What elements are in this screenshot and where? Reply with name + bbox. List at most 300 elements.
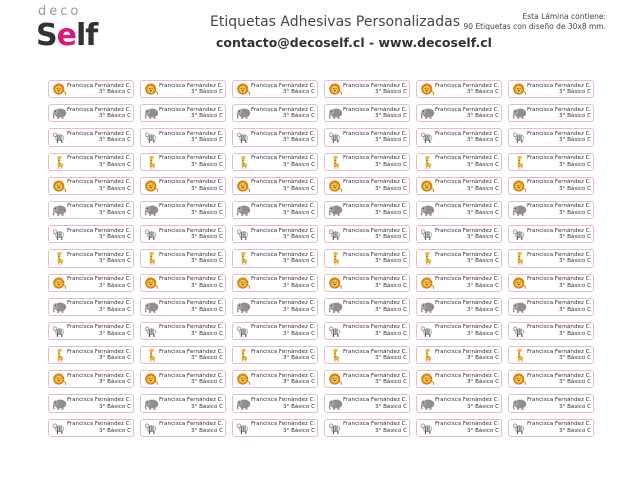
name-label <box>508 419 594 437</box>
name-label <box>416 104 502 122</box>
label-name: Francisca Fernández C. <box>251 396 315 403</box>
label-course: 3° Básico C <box>190 210 223 217</box>
label-text <box>251 107 315 120</box>
label-name: Francisca Fernández C. <box>159 421 223 428</box>
label-name: Francisca Fernández C. <box>435 300 499 307</box>
label-name: Francisca Fernández C. <box>343 372 407 379</box>
label-name: Francisca Fernández C. <box>159 106 223 113</box>
label-text <box>159 397 223 410</box>
label-name: Francisca Fernández C. <box>159 372 223 379</box>
name-label <box>48 80 134 98</box>
label-text <box>435 252 499 265</box>
label-course: 3° Básico C <box>374 113 407 120</box>
label-name: Francisca Fernández C. <box>251 203 315 210</box>
name-label <box>232 201 318 219</box>
elephant-icon <box>236 106 251 120</box>
zebra-icon <box>52 227 67 241</box>
label-course: 3° Básico C <box>374 137 407 144</box>
zebra-icon <box>144 421 159 435</box>
zebra-icon <box>144 227 159 241</box>
label-name: Francisca Fernández C. <box>251 372 315 379</box>
name-label <box>48 346 134 364</box>
elephant-icon <box>236 203 251 217</box>
label-course: 3° Básico C <box>558 355 591 362</box>
label-text <box>159 203 223 216</box>
label-course: 3° Básico C <box>466 89 499 96</box>
label-name: Francisca Fernández C. <box>67 203 131 210</box>
elephant-icon <box>236 397 251 411</box>
label-name: Francisca Fernández C. <box>435 155 499 162</box>
label-text <box>67 83 131 96</box>
lion-icon <box>420 82 435 96</box>
elephant-icon <box>512 300 527 314</box>
name-label <box>324 225 410 243</box>
label-name: Francisca Fernández C. <box>527 155 591 162</box>
elephant-icon <box>512 397 527 411</box>
label-name: Francisca Fernández C. <box>527 348 591 355</box>
name-label <box>508 201 594 219</box>
zebra-icon <box>236 324 251 338</box>
label-name: Francisca Fernández C. <box>527 130 591 137</box>
name-label <box>232 394 318 412</box>
label-name: Francisca Fernández C. <box>435 324 499 331</box>
label-text <box>67 228 131 241</box>
label-text <box>251 324 315 337</box>
lion-icon <box>52 179 67 193</box>
name-label <box>140 201 226 219</box>
label-text <box>435 228 499 241</box>
label-text <box>67 324 131 337</box>
name-label <box>416 346 502 364</box>
giraffe-icon <box>512 251 527 265</box>
zebra-icon <box>512 421 527 435</box>
label-name: Francisca Fernández C. <box>251 179 315 186</box>
logo-self-s: S <box>36 18 57 53</box>
label-course: 3° Básico C <box>98 330 131 337</box>
name-label <box>232 177 318 195</box>
elephant-icon <box>144 300 159 314</box>
label-course: 3° Básico C <box>558 427 591 434</box>
giraffe-icon <box>420 348 435 362</box>
name-label <box>140 298 226 316</box>
label-course: 3° Básico C <box>98 282 131 289</box>
label-name: Francisca Fernández C. <box>435 106 499 113</box>
label-text <box>159 83 223 96</box>
label-text <box>251 228 315 241</box>
name-label <box>232 322 318 340</box>
name-label <box>140 80 226 98</box>
lion-icon <box>52 372 67 386</box>
label-text <box>343 349 407 362</box>
label-course: 3° Básico C <box>98 355 131 362</box>
label-name: Francisca Fernández C. <box>67 300 131 307</box>
lion-icon <box>512 82 527 96</box>
label-course: 3° Básico C <box>98 403 131 410</box>
name-label <box>324 177 410 195</box>
name-label <box>232 225 318 243</box>
label-course: 3° Básico C <box>558 210 591 217</box>
zebra-icon <box>144 130 159 144</box>
label-name: Francisca Fernández C. <box>343 300 407 307</box>
label-text <box>527 397 591 410</box>
label-course: 3° Básico C <box>190 89 223 96</box>
label-text <box>527 131 591 144</box>
lion-icon <box>52 276 67 290</box>
label-course: 3° Básico C <box>466 234 499 241</box>
label-course: 3° Básico C <box>282 403 315 410</box>
lion-icon <box>144 372 159 386</box>
elephant-icon <box>52 203 67 217</box>
label-name: Francisca Fernández C. <box>435 276 499 282</box>
lion-icon <box>512 276 527 290</box>
label-text <box>251 131 315 144</box>
name-label <box>140 394 226 412</box>
giraffe-icon <box>328 251 343 265</box>
label-course: 3° Básico C <box>282 161 315 168</box>
sheet-info-line-2: 90 Etiquetas con diseño de 30x8 mm. <box>463 22 606 31</box>
label-course: 3° Básico C <box>466 379 499 386</box>
label-name: Francisca Fernández C. <box>527 251 591 258</box>
name-label <box>140 153 226 171</box>
label-course: 3° Básico C <box>374 210 407 217</box>
zebra-icon <box>328 130 343 144</box>
label-name: Francisca Fernández C. <box>159 203 223 210</box>
label-name: Francisca Fernández C. <box>159 179 223 186</box>
label-course: 3° Básico C <box>558 89 591 96</box>
label-name: Francisca Fernández C. <box>159 227 223 234</box>
lion-icon <box>420 372 435 386</box>
label-course: 3° Básico C <box>98 258 131 265</box>
label-text <box>251 349 315 362</box>
label-text <box>343 397 407 410</box>
name-label <box>416 322 502 340</box>
name-label <box>508 370 594 388</box>
contact-line: contacto@decoself.cl - www.decoself.cl <box>216 35 492 50</box>
label-name: Francisca Fernández C. <box>435 396 499 403</box>
label-course: 3° Básico C <box>374 258 407 265</box>
label-text <box>251 155 315 168</box>
giraffe-icon <box>144 348 159 362</box>
label-course: 3° Básico C <box>466 185 499 192</box>
elephant-icon <box>420 300 435 314</box>
label-text <box>251 83 315 96</box>
label-course: 3° Básico C <box>190 330 223 337</box>
name-label <box>232 104 318 122</box>
label-sheet <box>48 80 602 454</box>
zebra-icon <box>512 130 527 144</box>
name-label <box>324 346 410 364</box>
label-text <box>67 252 131 265</box>
elephant-icon <box>328 106 343 120</box>
label-course: 3° Básico C <box>190 113 223 120</box>
name-label <box>508 153 594 171</box>
label-name: Francisca Fernández C. <box>343 227 407 234</box>
label-text <box>159 349 223 362</box>
label-text <box>343 421 407 434</box>
label-name: Francisca Fernández C. <box>343 155 407 162</box>
label-name: Francisca Fernández C. <box>343 203 407 210</box>
name-label <box>232 274 318 292</box>
label-name: Francisca Fernández C. <box>343 276 407 282</box>
label-text <box>67 373 131 386</box>
giraffe-icon <box>328 348 343 362</box>
label-name: Francisca Fernández C. <box>67 130 131 137</box>
label-name: Francisca Fernández C. <box>343 324 407 331</box>
label-course: 3° Básico C <box>282 379 315 386</box>
label-text <box>343 252 407 265</box>
label-course: 3° Básico C <box>190 427 223 434</box>
label-name: Francisca Fernández C. <box>159 155 223 162</box>
name-label <box>416 394 502 412</box>
label-text <box>435 421 499 434</box>
name-label <box>140 177 226 195</box>
label-text <box>527 228 591 241</box>
name-label <box>140 128 226 146</box>
label-text <box>67 203 131 216</box>
elephant-icon <box>420 203 435 217</box>
label-text <box>159 131 223 144</box>
label-name: Francisca Fernández C. <box>67 396 131 403</box>
name-label <box>232 370 318 388</box>
name-label <box>508 177 594 195</box>
name-label <box>232 249 318 267</box>
zebra-icon <box>512 227 527 241</box>
name-label <box>508 298 594 316</box>
label-text <box>159 421 223 434</box>
label-course: 3° Básico C <box>282 113 315 120</box>
label-name: Francisca Fernández C. <box>435 130 499 137</box>
name-label <box>508 104 594 122</box>
label-course: 3° Básico C <box>558 306 591 313</box>
label-course: 3° Básico C <box>558 113 591 120</box>
giraffe-icon <box>144 155 159 169</box>
lion-icon <box>236 372 251 386</box>
label-text <box>527 373 591 386</box>
label-course: 3° Básico C <box>98 306 131 313</box>
lion-icon <box>328 276 343 290</box>
label-text <box>159 300 223 313</box>
label-text <box>251 203 315 216</box>
label-text <box>435 83 499 96</box>
lion-icon <box>144 82 159 96</box>
label-text <box>527 155 591 168</box>
name-label <box>324 128 410 146</box>
name-label <box>416 201 502 219</box>
giraffe-icon <box>236 251 251 265</box>
elephant-icon <box>420 106 435 120</box>
label-course: 3° Básico C <box>558 137 591 144</box>
name-label <box>324 370 410 388</box>
label-course: 3° Básico C <box>282 210 315 217</box>
label-text <box>159 324 223 337</box>
label-course: 3° Básico C <box>98 113 131 120</box>
label-text <box>435 203 499 216</box>
giraffe-icon <box>420 155 435 169</box>
label-course: 3° Básico C <box>466 282 499 289</box>
label-name: Francisca Fernández C. <box>251 348 315 355</box>
sheet-info <box>464 12 606 32</box>
logo-self-e: e <box>56 18 76 53</box>
label-text <box>343 300 407 313</box>
name-label <box>232 419 318 437</box>
label-text <box>435 324 499 337</box>
label-name: Francisca Fernández C. <box>251 421 315 428</box>
label-text <box>435 300 499 313</box>
label-course: 3° Básico C <box>98 379 131 386</box>
lion-icon <box>420 179 435 193</box>
giraffe-icon <box>420 251 435 265</box>
label-name: Francisca Fernández C. <box>343 251 407 258</box>
name-label <box>232 153 318 171</box>
name-label <box>232 346 318 364</box>
name-label <box>508 322 594 340</box>
decoself-logo <box>36 4 106 54</box>
lion-icon <box>328 179 343 193</box>
name-label <box>140 322 226 340</box>
label-text <box>435 276 499 289</box>
label-name: Francisca Fernández C. <box>251 130 315 137</box>
label-text <box>435 349 499 362</box>
label-text <box>343 155 407 168</box>
label-course: 3° Básico C <box>466 137 499 144</box>
label-course: 3° Básico C <box>558 403 591 410</box>
label-course: 3° Básico C <box>98 427 131 434</box>
zebra-icon <box>236 421 251 435</box>
label-course: 3° Básico C <box>98 137 131 144</box>
giraffe-icon <box>52 155 67 169</box>
name-label <box>140 104 226 122</box>
label-name: Francisca Fernández C. <box>527 276 591 282</box>
label-name: Francisca Fernández C. <box>343 106 407 113</box>
label-name: Francisca Fernández C. <box>159 251 223 258</box>
label-text <box>251 397 315 410</box>
name-label <box>140 225 226 243</box>
label-text <box>67 421 131 434</box>
label-course: 3° Básico C <box>374 89 407 96</box>
label-course: 3° Básico C <box>374 234 407 241</box>
zebra-icon <box>328 324 343 338</box>
name-label <box>416 419 502 437</box>
label-name: Francisca Fernández C. <box>527 203 591 210</box>
lion-icon <box>512 179 527 193</box>
giraffe-icon <box>236 348 251 362</box>
label-name: Francisca Fernández C. <box>527 106 591 113</box>
zebra-icon <box>420 421 435 435</box>
name-label <box>508 80 594 98</box>
name-label <box>508 274 594 292</box>
label-text <box>67 300 131 313</box>
label-text <box>251 421 315 434</box>
label-name: Francisca Fernández C. <box>67 82 131 89</box>
label-text <box>251 179 315 192</box>
label-course: 3° Básico C <box>190 379 223 386</box>
logo-self-text <box>36 18 97 53</box>
giraffe-icon <box>328 155 343 169</box>
name-label <box>416 370 502 388</box>
giraffe-icon <box>52 251 67 265</box>
label-course: 3° Básico C <box>558 330 591 337</box>
label-course: 3° Básico C <box>374 379 407 386</box>
label-course: 3° Básico C <box>190 234 223 241</box>
label-course: 3° Básico C <box>190 403 223 410</box>
label-text <box>67 397 131 410</box>
name-label <box>508 346 594 364</box>
label-course: 3° Básico C <box>282 306 315 313</box>
label-course: 3° Básico C <box>558 282 591 289</box>
elephant-icon <box>144 106 159 120</box>
name-label <box>508 128 594 146</box>
page-title: Etiquetas Adhesivas Personalizadas <box>210 14 460 30</box>
giraffe-icon <box>512 155 527 169</box>
label-course: 3° Básico C <box>374 282 407 289</box>
label-name: Francisca Fernández C. <box>251 251 315 258</box>
label-text <box>251 373 315 386</box>
label-name: Francisca Fernández C. <box>435 179 499 186</box>
label-name: Francisca Fernández C. <box>435 82 499 89</box>
label-name: Francisca Fernández C. <box>159 396 223 403</box>
label-course: 3° Básico C <box>466 355 499 362</box>
label-course: 3° Básico C <box>374 330 407 337</box>
name-label <box>48 104 134 122</box>
name-label <box>416 177 502 195</box>
label-text <box>343 373 407 386</box>
giraffe-icon <box>512 348 527 362</box>
lion-icon <box>236 82 251 96</box>
zebra-icon <box>236 130 251 144</box>
zebra-icon <box>52 421 67 435</box>
name-label <box>140 249 226 267</box>
label-course: 3° Básico C <box>466 330 499 337</box>
elephant-icon <box>328 300 343 314</box>
label-text <box>67 155 131 168</box>
label-course: 3° Básico C <box>466 258 499 265</box>
name-label <box>416 274 502 292</box>
label-text <box>435 397 499 410</box>
label-course: 3° Básico C <box>98 185 131 192</box>
label-name: Francisca Fernández C. <box>343 421 407 428</box>
elephant-icon <box>52 106 67 120</box>
label-text <box>159 276 223 289</box>
label-course: 3° Básico C <box>466 161 499 168</box>
label-name: Francisca Fernández C. <box>67 276 131 282</box>
label-name: Francisca Fernández C. <box>527 421 591 428</box>
lion-icon <box>144 179 159 193</box>
label-name: Francisca Fernández C. <box>159 300 223 307</box>
label-course: 3° Básico C <box>374 185 407 192</box>
label-text <box>343 203 407 216</box>
label-text <box>527 179 591 192</box>
label-course: 3° Básico C <box>98 89 131 96</box>
label-course: 3° Básico C <box>190 185 223 192</box>
zebra-icon <box>52 130 67 144</box>
name-label <box>48 274 134 292</box>
name-label <box>140 346 226 364</box>
label-text <box>251 252 315 265</box>
label-text <box>159 252 223 265</box>
label-course: 3° Básico C <box>466 113 499 120</box>
label-text <box>159 179 223 192</box>
label-course: 3° Básico C <box>98 234 131 241</box>
sheet-info-line-1: Esta Lámina contiene: <box>522 12 606 21</box>
label-text <box>527 83 591 96</box>
elephant-icon <box>328 397 343 411</box>
label-course: 3° Básico C <box>558 234 591 241</box>
label-text <box>159 155 223 168</box>
elephant-icon <box>52 300 67 314</box>
name-label <box>48 298 134 316</box>
label-text <box>435 131 499 144</box>
label-name: Francisca Fernández C. <box>251 227 315 234</box>
